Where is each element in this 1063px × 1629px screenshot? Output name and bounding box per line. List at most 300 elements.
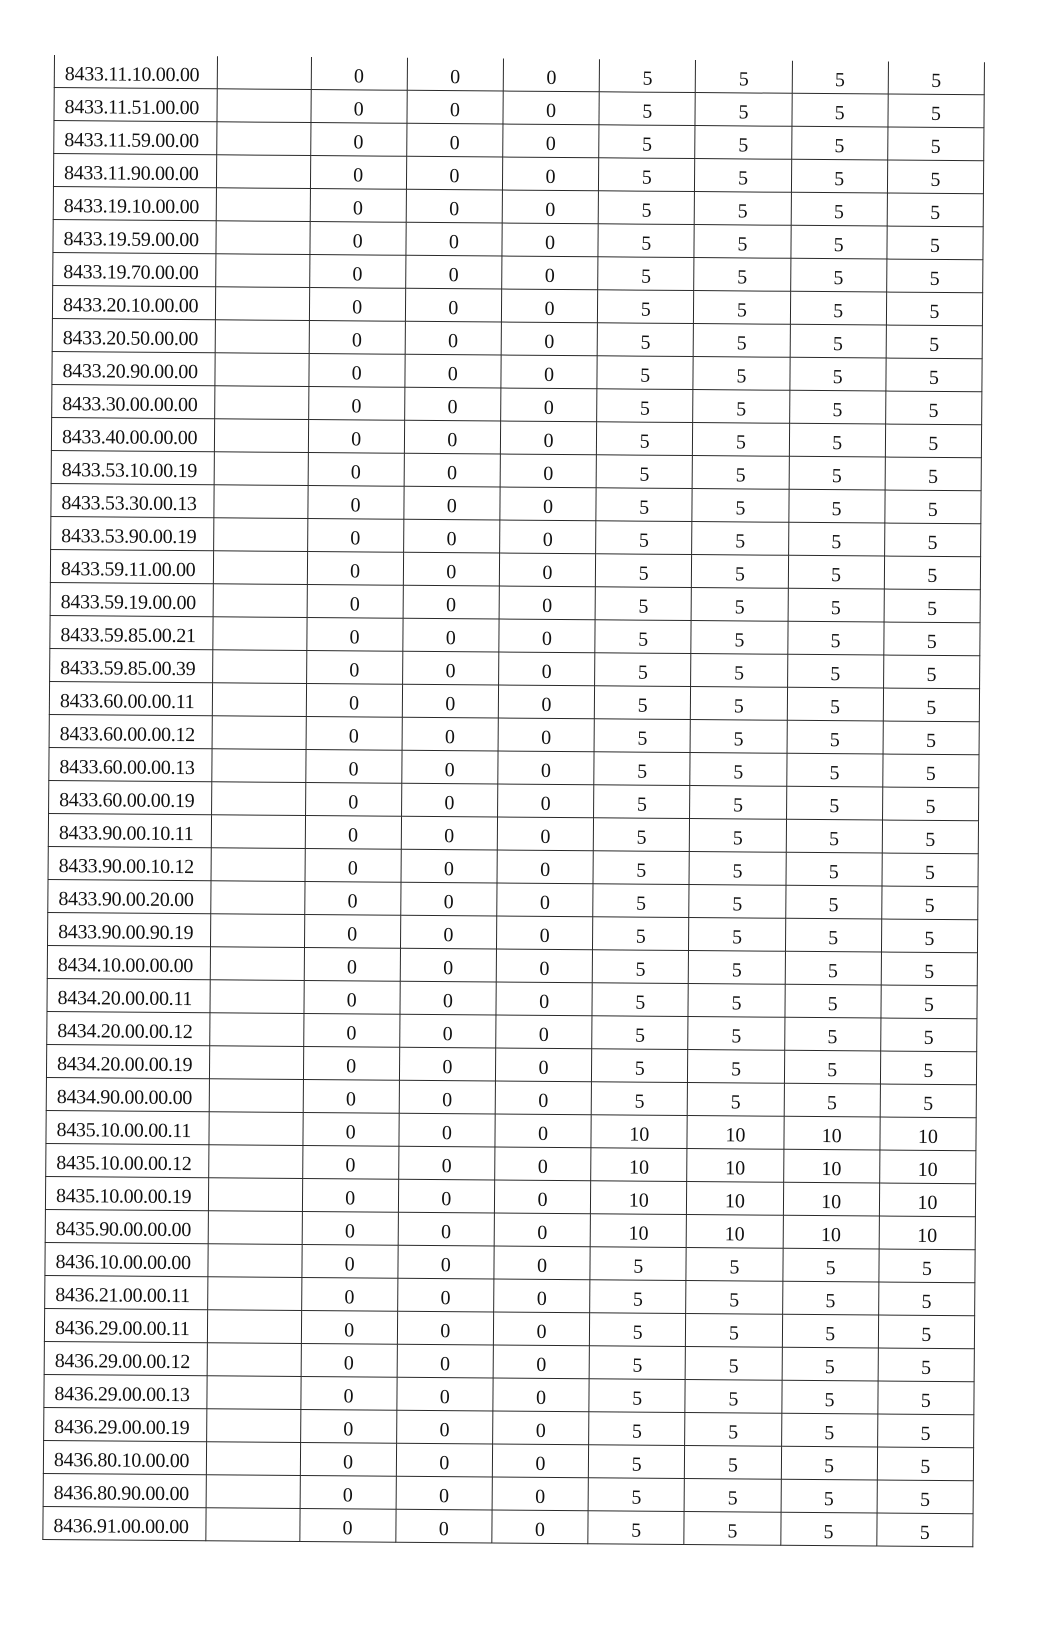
rate-cell-5: 5 bbox=[690, 720, 786, 754]
tariff-code-cell: 8433.53.90.00.19 bbox=[51, 516, 215, 550]
rate-cell-6: 10 bbox=[783, 1149, 879, 1183]
rate-cell-3: 0 bbox=[498, 685, 594, 719]
empty-description-cell bbox=[212, 782, 305, 816]
rate-cell-2: 0 bbox=[399, 1113, 495, 1147]
empty-description-cell bbox=[208, 1277, 301, 1311]
rate-cell-2: 0 bbox=[401, 816, 497, 850]
rate-cell-2: 0 bbox=[397, 1311, 493, 1345]
tariff-code-cell: 8435.10.00.00.19 bbox=[45, 1176, 209, 1210]
rate-cell-7: 5 bbox=[880, 1018, 977, 1052]
rate-cell-1: 0 bbox=[310, 189, 406, 223]
rate-cell-2: 0 bbox=[399, 1047, 495, 1081]
rate-cell-1: 0 bbox=[302, 1112, 398, 1146]
empty-description-cell bbox=[208, 1244, 301, 1278]
rate-cell-4: 5 bbox=[597, 356, 693, 390]
rate-cell-3: 0 bbox=[497, 784, 593, 818]
rate-cell-4: 5 bbox=[589, 1346, 685, 1380]
rate-cell-4: 5 bbox=[589, 1412, 685, 1446]
tariff-code-cell: 8433.53.30.00.13 bbox=[51, 483, 215, 517]
rate-cell-1: 0 bbox=[305, 749, 401, 783]
rate-cell-1: 0 bbox=[304, 881, 400, 915]
tariff-code-cell: 8433.11.51.00.00 bbox=[54, 88, 218, 122]
empty-description-cell bbox=[216, 254, 309, 288]
tariff-code-cell: 8434.20.00.00.19 bbox=[46, 1044, 210, 1078]
rate-cell-2: 0 bbox=[404, 453, 500, 487]
rate-cell-2: 0 bbox=[402, 717, 498, 751]
rate-cell-6: 5 bbox=[788, 588, 884, 622]
rate-cell-2: 0 bbox=[401, 783, 497, 817]
rate-cell-4: 5 bbox=[595, 554, 691, 588]
rate-cell-1: 0 bbox=[305, 815, 401, 849]
tariff-code-cell: 8433.53.10.00.19 bbox=[51, 450, 215, 484]
rate-cell-5: 5 bbox=[692, 489, 788, 523]
rate-cell-7: 10 bbox=[879, 1216, 976, 1250]
empty-description-cell bbox=[213, 683, 306, 717]
rate-cell-7: 5 bbox=[878, 1282, 975, 1316]
rate-cell-3: 0 bbox=[493, 1411, 589, 1445]
rate-cell-4: 5 bbox=[592, 983, 688, 1017]
rate-cell-4: 10 bbox=[591, 1148, 687, 1182]
rate-cell-3: 0 bbox=[492, 1510, 588, 1544]
rate-cell-1: 0 bbox=[304, 980, 400, 1014]
empty-description-cell bbox=[210, 980, 303, 1014]
rate-cell-5: 5 bbox=[693, 357, 789, 391]
rate-cell-2: 0 bbox=[396, 1476, 492, 1510]
rate-cell-7: 5 bbox=[883, 655, 980, 689]
rate-cell-7: 5 bbox=[887, 160, 984, 194]
rate-cell-3: 0 bbox=[501, 355, 597, 389]
tariff-code-cell: 8433.19.70.00.00 bbox=[53, 252, 217, 286]
rate-cell-2: 0 bbox=[402, 651, 498, 685]
rate-cell-6: 5 bbox=[792, 93, 888, 127]
rate-cell-3: 0 bbox=[493, 1345, 589, 1379]
rate-cell-6: 5 bbox=[782, 1248, 878, 1282]
empty-description-cell bbox=[206, 1475, 299, 1509]
rate-cell-2: 0 bbox=[406, 222, 502, 256]
empty-description-cell bbox=[207, 1442, 300, 1476]
rate-cell-5: 5 bbox=[689, 885, 785, 919]
rate-cell-7: 5 bbox=[883, 754, 980, 788]
rate-cell-6: 5 bbox=[790, 258, 886, 292]
rate-cell-1: 0 bbox=[308, 387, 404, 421]
rate-cell-5: 5 bbox=[685, 1380, 781, 1414]
rate-cell-3: 0 bbox=[502, 256, 598, 290]
tariff-code-cell: 8436.29.00.00.12 bbox=[44, 1341, 208, 1375]
empty-description-cell bbox=[209, 1112, 302, 1146]
rate-cell-2: 0 bbox=[406, 123, 502, 157]
rate-cell-3: 0 bbox=[494, 1180, 590, 1214]
tariff-code-cell: 8433.60.00.00.12 bbox=[49, 714, 213, 748]
rate-cell-7: 5 bbox=[883, 688, 980, 722]
rate-cell-5: 5 bbox=[690, 753, 786, 787]
rate-cell-2: 0 bbox=[404, 387, 500, 421]
empty-description-cell bbox=[207, 1343, 300, 1377]
rate-cell-7: 5 bbox=[877, 1414, 974, 1448]
rate-cell-6: 5 bbox=[792, 61, 888, 94]
rate-cell-5: 5 bbox=[684, 1511, 780, 1545]
rate-cell-3: 0 bbox=[496, 1015, 592, 1049]
rate-cell-2: 0 bbox=[398, 1179, 494, 1213]
rate-cell-7: 10 bbox=[879, 1150, 976, 1184]
rate-cell-2: 0 bbox=[404, 486, 500, 520]
tariff-code-cell: 8433.11.10.00.00 bbox=[54, 55, 218, 89]
rate-cell-4: 5 bbox=[592, 950, 688, 984]
rate-cell-2: 0 bbox=[406, 189, 502, 223]
rate-cell-7: 5 bbox=[888, 62, 985, 95]
empty-description-cell bbox=[213, 617, 306, 651]
rate-cell-4: 5 bbox=[599, 92, 695, 126]
rate-cell-6: 5 bbox=[784, 1083, 880, 1117]
rate-cell-4: 5 bbox=[593, 884, 689, 918]
rate-cell-5: 5 bbox=[691, 588, 787, 622]
rate-cell-3: 0 bbox=[503, 59, 599, 92]
rate-cell-4: 5 bbox=[588, 1478, 684, 1512]
rate-cell-3: 0 bbox=[499, 619, 595, 653]
rate-cell-6: 5 bbox=[784, 1050, 880, 1084]
rate-cell-2: 0 bbox=[398, 1245, 494, 1279]
rate-cell-2: 0 bbox=[397, 1278, 493, 1312]
rate-cell-5: 5 bbox=[691, 687, 787, 721]
rate-cell-3: 0 bbox=[494, 1279, 590, 1313]
rate-cell-7: 10 bbox=[880, 1117, 977, 1151]
rate-cell-6: 5 bbox=[787, 621, 883, 655]
rate-cell-5: 5 bbox=[690, 819, 786, 853]
rate-cell-6: 5 bbox=[785, 918, 881, 952]
rate-cell-7: 5 bbox=[886, 259, 983, 293]
tariff-table-body bbox=[43, 55, 985, 1547]
rate-cell-7: 5 bbox=[878, 1315, 975, 1349]
rate-cell-5: 5 bbox=[688, 984, 784, 1018]
rate-cell-4: 5 bbox=[599, 158, 695, 192]
rate-cell-5: 5 bbox=[691, 621, 787, 655]
rate-cell-5: 5 bbox=[688, 1083, 784, 1117]
rate-cell-1: 0 bbox=[310, 123, 406, 157]
empty-description-cell bbox=[209, 1211, 302, 1245]
rate-cell-4: 5 bbox=[593, 917, 689, 951]
rate-cell-1: 0 bbox=[306, 683, 402, 717]
rate-cell-3: 0 bbox=[503, 124, 599, 158]
rate-cell-3: 0 bbox=[495, 1114, 591, 1148]
tariff-code-cell: 8436.10.00.00.00 bbox=[45, 1242, 209, 1276]
rate-cell-6: 5 bbox=[785, 885, 881, 919]
rate-cell-4: 5 bbox=[597, 323, 693, 357]
rate-cell-7: 5 bbox=[886, 358, 983, 392]
rate-cell-2: 0 bbox=[402, 750, 498, 784]
tariff-code-cell: 8436.29.00.00.11 bbox=[44, 1308, 208, 1342]
rate-cell-7: 5 bbox=[878, 1348, 975, 1382]
empty-description-cell bbox=[217, 188, 310, 222]
tariff-code-cell: 8433.90.00.10.12 bbox=[48, 846, 212, 880]
rate-cell-5: 5 bbox=[692, 456, 788, 490]
rate-cell-1: 0 bbox=[309, 288, 405, 322]
empty-description-cell bbox=[207, 1376, 300, 1410]
rate-cell-1: 0 bbox=[308, 420, 404, 454]
rate-cell-7: 5 bbox=[879, 1249, 976, 1283]
tariff-code-cell: 8436.80.90.00.00 bbox=[43, 1473, 207, 1507]
rate-cell-3: 0 bbox=[501, 388, 597, 422]
tariff-code-cell: 8433.90.00.10.11 bbox=[48, 813, 212, 847]
rate-cell-1: 0 bbox=[299, 1508, 395, 1542]
rate-cell-6: 10 bbox=[783, 1182, 879, 1216]
rate-cell-7: 5 bbox=[882, 787, 979, 821]
rate-cell-4: 5 bbox=[592, 1049, 688, 1083]
rate-cell-1: 0 bbox=[305, 782, 401, 816]
table-row bbox=[43, 1506, 973, 1546]
rate-cell-4: 5 bbox=[588, 1511, 684, 1545]
rate-cell-1: 0 bbox=[309, 222, 405, 256]
empty-description-cell bbox=[216, 320, 309, 354]
rate-cell-1: 0 bbox=[301, 1343, 397, 1377]
rate-cell-4: 5 bbox=[599, 125, 695, 159]
rate-cell-4: 5 bbox=[595, 620, 691, 654]
rate-cell-1: 0 bbox=[302, 1145, 398, 1179]
tariff-code-cell: 8436.29.00.00.19 bbox=[44, 1407, 208, 1441]
rate-cell-2: 0 bbox=[407, 90, 503, 124]
rate-cell-7: 5 bbox=[882, 820, 979, 854]
tariff-code-cell: 8433.59.19.00.00 bbox=[50, 582, 214, 616]
rate-cell-3: 0 bbox=[498, 751, 594, 785]
rate-cell-7: 5 bbox=[884, 523, 981, 557]
rate-cell-2: 0 bbox=[399, 1080, 495, 1114]
empty-description-cell bbox=[211, 881, 304, 915]
rate-cell-7: 5 bbox=[884, 556, 981, 590]
tariff-code-cell: 8435.10.00.00.11 bbox=[46, 1110, 210, 1144]
rate-cell-7: 5 bbox=[887, 193, 984, 227]
rate-cell-3: 0 bbox=[500, 487, 596, 521]
rate-cell-2: 0 bbox=[403, 552, 499, 586]
rate-cell-5: 5 bbox=[693, 390, 789, 424]
rate-cell-5: 5 bbox=[688, 1050, 784, 1084]
rate-cell-5: 5 bbox=[693, 423, 789, 457]
rate-cell-7: 5 bbox=[886, 292, 983, 326]
rate-cell-5: 5 bbox=[688, 1017, 784, 1051]
rate-cell-1: 0 bbox=[300, 1442, 396, 1476]
tariff-code-cell: 8433.59.11.00.00 bbox=[50, 549, 214, 583]
rate-cell-4: 5 bbox=[596, 488, 692, 522]
rate-cell-7: 5 bbox=[877, 1513, 974, 1547]
rate-cell-5: 5 bbox=[689, 852, 785, 886]
rate-cell-6: 5 bbox=[790, 324, 886, 358]
rate-cell-3: 0 bbox=[502, 223, 598, 257]
rate-cell-3: 0 bbox=[499, 586, 595, 620]
rate-cell-6: 5 bbox=[791, 126, 887, 160]
rate-cell-2: 0 bbox=[405, 354, 501, 388]
rate-cell-4: 10 bbox=[590, 1214, 686, 1248]
rate-cell-4: 5 bbox=[592, 1016, 688, 1050]
rate-cell-3: 0 bbox=[502, 157, 598, 191]
rate-cell-6: 5 bbox=[787, 654, 883, 688]
tariff-code-cell: 8433.11.90.00.00 bbox=[53, 154, 217, 188]
rate-cell-1: 0 bbox=[308, 453, 404, 487]
rate-cell-1: 0 bbox=[301, 1277, 397, 1311]
rate-cell-6: 5 bbox=[782, 1281, 878, 1315]
rate-cell-2: 0 bbox=[398, 1212, 494, 1246]
rate-cell-1: 0 bbox=[309, 321, 405, 355]
rate-cell-2: 0 bbox=[397, 1344, 493, 1378]
tariff-code-cell: 8435.10.00.00.12 bbox=[46, 1143, 210, 1177]
rate-cell-2: 0 bbox=[403, 585, 499, 619]
rate-cell-6: 5 bbox=[787, 720, 883, 754]
rate-cell-6: 5 bbox=[787, 687, 883, 721]
rate-cell-2: 0 bbox=[407, 58, 503, 91]
rate-cell-2: 0 bbox=[400, 981, 496, 1015]
rate-cell-7: 5 bbox=[878, 1381, 975, 1415]
rate-cell-4: 5 bbox=[594, 785, 690, 819]
empty-description-cell bbox=[212, 716, 305, 750]
tariff-code-cell: 8433.40.00.00.00 bbox=[51, 417, 215, 451]
tariff-code-cell: 8436.29.00.00.13 bbox=[44, 1374, 208, 1408]
rate-cell-7: 5 bbox=[881, 952, 978, 986]
empty-description-cell bbox=[213, 650, 306, 684]
tariff-code-cell: 8433.11.59.00.00 bbox=[54, 121, 218, 155]
rate-cell-7: 5 bbox=[880, 1051, 977, 1085]
tariff-code-cell: 8433.60.00.00.13 bbox=[49, 747, 213, 781]
rate-cell-5: 10 bbox=[687, 1149, 783, 1183]
rate-cell-5: 5 bbox=[691, 654, 787, 688]
rate-cell-4: 5 bbox=[597, 389, 693, 423]
rate-cell-7: 5 bbox=[885, 490, 982, 524]
rate-cell-5: 5 bbox=[694, 225, 790, 259]
rate-cell-3: 0 bbox=[500, 454, 596, 488]
rate-cell-1: 0 bbox=[311, 57, 407, 90]
rate-cell-3: 0 bbox=[494, 1246, 590, 1280]
rate-cell-2: 0 bbox=[396, 1443, 492, 1477]
tariff-code-cell: 8436.80.10.00.00 bbox=[43, 1440, 207, 1474]
rate-cell-2: 0 bbox=[396, 1410, 492, 1444]
rate-cell-5: 10 bbox=[686, 1215, 782, 1249]
empty-description-cell bbox=[214, 518, 307, 552]
rate-cell-6: 5 bbox=[788, 522, 884, 556]
rate-cell-1: 0 bbox=[300, 1475, 396, 1509]
rate-cell-6: 5 bbox=[786, 819, 882, 853]
rate-cell-3: 0 bbox=[492, 1444, 588, 1478]
rate-cell-2: 0 bbox=[403, 618, 499, 652]
empty-description-cell bbox=[215, 419, 308, 453]
rate-cell-4: 5 bbox=[593, 851, 689, 885]
tariff-code-cell: 8433.19.59.00.00 bbox=[53, 219, 217, 253]
rate-cell-6: 5 bbox=[791, 192, 887, 226]
rate-cell-7: 5 bbox=[883, 721, 980, 755]
rate-cell-2: 0 bbox=[403, 519, 499, 553]
rate-cell-6: 5 bbox=[781, 1413, 877, 1447]
empty-description-cell bbox=[211, 848, 304, 882]
rate-cell-5: 5 bbox=[686, 1281, 782, 1315]
tariff-code-cell: 8433.59.85.00.39 bbox=[50, 648, 214, 682]
rate-cell-1: 0 bbox=[300, 1376, 396, 1410]
rate-cell-6: 5 bbox=[789, 423, 885, 457]
rate-cell-2: 0 bbox=[401, 849, 497, 883]
rate-cell-4: 5 bbox=[596, 521, 692, 555]
tariff-code-cell: 8436.21.00.00.11 bbox=[45, 1275, 209, 1309]
empty-description-cell bbox=[207, 1409, 300, 1443]
rate-cell-2: 0 bbox=[396, 1509, 492, 1543]
rate-cell-6: 5 bbox=[786, 852, 882, 886]
rate-cell-1: 0 bbox=[307, 519, 403, 553]
rate-cell-5: 5 bbox=[689, 951, 785, 985]
rate-cell-3: 0 bbox=[503, 91, 599, 125]
rate-cell-6: 5 bbox=[785, 951, 881, 985]
empty-description-cell bbox=[216, 287, 309, 321]
tariff-table bbox=[42, 55, 985, 1547]
empty-description-cell bbox=[212, 749, 305, 783]
tariff-code-cell: 8433.90.00.20.00 bbox=[48, 879, 212, 913]
rate-cell-6: 5 bbox=[789, 390, 885, 424]
rate-cell-3: 0 bbox=[497, 883, 593, 917]
rate-cell-6: 5 bbox=[788, 489, 884, 523]
rate-cell-4: 5 bbox=[598, 290, 694, 324]
rate-cell-4: 5 bbox=[590, 1280, 686, 1314]
empty-description-cell bbox=[215, 353, 308, 387]
rate-cell-1: 0 bbox=[306, 651, 402, 685]
rate-cell-3: 0 bbox=[495, 1048, 591, 1082]
rate-cell-1: 0 bbox=[304, 914, 400, 948]
rate-cell-6: 10 bbox=[783, 1215, 879, 1249]
rate-cell-5: 5 bbox=[694, 258, 790, 292]
rate-cell-1: 0 bbox=[307, 585, 403, 619]
tariff-code-cell: 8433.60.00.00.19 bbox=[49, 780, 213, 814]
rate-cell-1: 0 bbox=[302, 1211, 398, 1245]
rate-cell-6: 5 bbox=[786, 753, 882, 787]
rate-cell-6: 5 bbox=[781, 1479, 877, 1513]
rate-cell-1: 0 bbox=[308, 354, 404, 388]
rate-cell-3: 0 bbox=[495, 1081, 591, 1115]
rate-cell-6: 5 bbox=[780, 1512, 876, 1546]
rate-cell-3: 0 bbox=[498, 718, 594, 752]
rate-cell-7: 5 bbox=[877, 1480, 974, 1514]
empty-description-cell bbox=[211, 914, 304, 948]
rate-cell-2: 0 bbox=[400, 948, 496, 982]
empty-description-cell bbox=[210, 1079, 303, 1113]
rate-cell-1: 0 bbox=[310, 156, 406, 190]
tariff-code-cell: 8436.91.00.00.00 bbox=[43, 1506, 207, 1540]
rate-cell-6: 10 bbox=[783, 1116, 879, 1150]
rate-cell-4: 5 bbox=[588, 1445, 684, 1479]
empty-description-cell bbox=[209, 1145, 302, 1179]
rate-cell-5: 5 bbox=[695, 93, 791, 127]
rate-cell-7: 5 bbox=[881, 919, 978, 953]
tariff-code-cell: 8433.19.10.00.00 bbox=[53, 186, 217, 220]
rate-cell-4: 5 bbox=[595, 653, 691, 687]
rate-cell-4: 10 bbox=[591, 1181, 687, 1215]
rate-cell-6: 5 bbox=[784, 1017, 880, 1051]
rate-cell-1: 0 bbox=[303, 1079, 399, 1113]
tariff-code-cell: 8434.20.00.00.12 bbox=[47, 1011, 211, 1045]
rate-cell-5: 5 bbox=[696, 60, 792, 93]
empty-description-cell bbox=[216, 221, 309, 255]
rate-cell-7: 5 bbox=[887, 226, 984, 260]
empty-description-cell bbox=[214, 452, 307, 486]
tariff-code-cell: 8433.20.90.00.00 bbox=[52, 351, 216, 385]
rate-cell-7: 5 bbox=[877, 1447, 974, 1481]
empty-description-cell bbox=[211, 947, 304, 981]
rate-cell-2: 0 bbox=[399, 1014, 495, 1048]
rate-cell-3: 0 bbox=[500, 520, 596, 554]
rate-cell-5: 5 bbox=[692, 522, 788, 556]
rate-cell-3: 0 bbox=[499, 652, 595, 686]
rate-cell-1: 0 bbox=[304, 947, 400, 981]
rate-cell-5: 5 bbox=[685, 1445, 781, 1479]
rate-cell-4: 5 bbox=[598, 224, 694, 258]
rate-cell-5: 5 bbox=[684, 1478, 780, 1512]
rate-cell-6: 5 bbox=[790, 291, 886, 325]
rate-cell-7: 5 bbox=[882, 853, 979, 887]
empty-description-cell bbox=[209, 1178, 302, 1212]
rate-cell-3: 0 bbox=[499, 553, 595, 587]
rate-cell-4: 10 bbox=[591, 1115, 687, 1149]
rate-cell-1: 0 bbox=[303, 1046, 399, 1080]
rate-cell-5: 10 bbox=[687, 1182, 783, 1216]
rate-cell-7: 10 bbox=[879, 1183, 976, 1217]
